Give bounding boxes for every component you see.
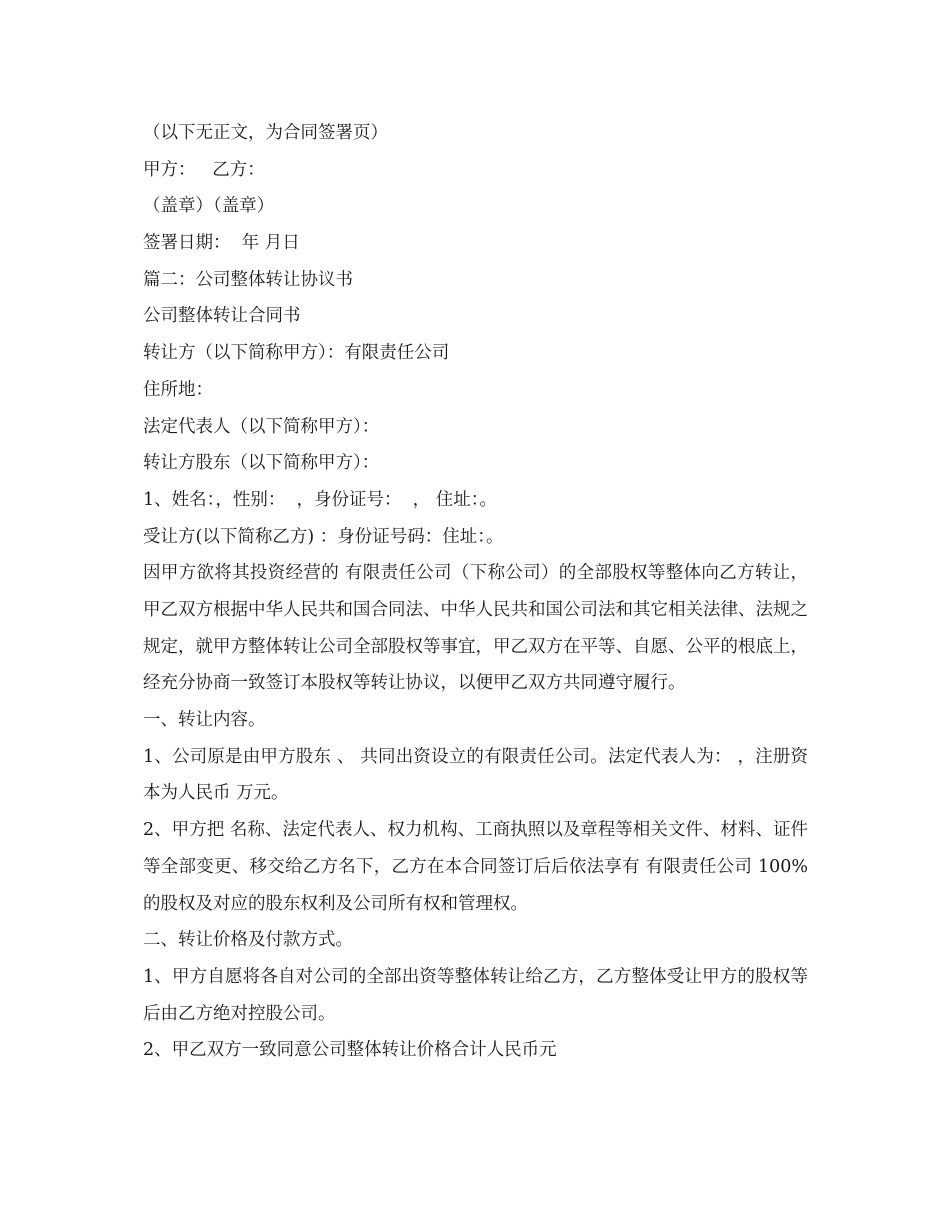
transferor-line: 转让方（以下简称甲方）：有限责任公司 (143, 343, 450, 364)
contract-title: 公司整体转让合同书 (143, 306, 301, 327)
section-1-heading: 一、转让内容。 (143, 710, 266, 731)
section-1-item-1: 1、公司原是由甲方股东 、 共同出资设立的有限责任公司。法定代表人为： ，注册资本为人民币 万元。 (143, 746, 808, 804)
section-2-item-2: 2、甲乙双方一致同意公司整体转让价格合计人民币元 (143, 1040, 557, 1061)
chapter-heading: 篇二：公司整体转让协议书 (143, 269, 353, 290)
legal-representative-line: 法定代表人（以下简称甲方）： (143, 416, 380, 437)
section-2-heading: 二、转让价格及付款方式。 (143, 930, 353, 951)
section-1-item-2: 2、甲方把 名称、法定代表人、权力机构、工商执照以及章程等相关文件、材料、证件等全部变更、移交给乙方名下，乙方在本合同签订后后依法享有 有限责任公司 100%的股权及对应的股东权利及公司所有权和管理权。 (143, 820, 808, 914)
intro-paragraph: 因甲方欲将其投资经营的 有限责任公司（下称公司）的全部股权等整体向乙方转让，甲乙双方根据中华人民共和国合同法、中华人民共和国公司法和其它相关法律、法规之规定，就甲方整体转让公司全部股权等事宜，甲乙双方在平等、自愿、公平的根底上，经充分协商一致签订本股权等转让协议，以便甲乙双方共同遵守履行。 (143, 563, 808, 694)
signature-page-note: （以下无正文，为合同签署页） (143, 123, 388, 143)
document-body (143, 115, 808, 1069)
seal-labels: （盖章）（盖章） (143, 196, 275, 217)
address-line: 住所地： (143, 379, 213, 400)
transferee-line: 受让方(以下简称乙方) ：身份证号码：住址：。 (143, 526, 504, 547)
signing-date: 签署日期： 年 月日 (143, 233, 300, 254)
section-2-item-1: 1、甲方自愿将各自对公司的全部出资等整体转让给乙方，乙方整体受让甲方的股权等后由乙方绝对控股公司。 (143, 966, 808, 1024)
party-labels: 甲方： 乙方： (143, 159, 265, 180)
transferor-shareholder-line: 转让方股东（以下简称甲方）： (143, 453, 380, 474)
shareholder-info-line: 1、姓名：，性别： ，身份证号： ， 住址：。 (143, 489, 497, 510)
